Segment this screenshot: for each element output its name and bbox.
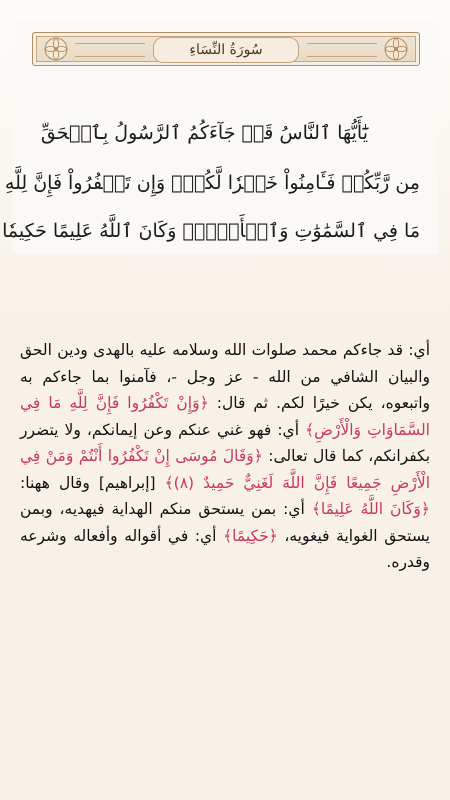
tafsir-text — [20, 337, 430, 576]
tafsir-segment: أي: فهو غني عنكم وعن إيمانكم، ولا يتضرر بكفرانكم، كما قال تعالى: — [20, 420, 431, 465]
verse-line-text: مَا فِي ٱلسَّمَٰوَٰتِ وَٱلۡأَرۡضِۚ وَكَانَ ٱللَّهُ عَلِيمًا حَكِيمٗا — [2, 220, 420, 242]
tafsir-segment: أي: في أقواله وأفعاله وشرعه وقدره. — [20, 526, 430, 571]
quran-quote: ﴿وَكَانَ اللَّهُ عَلِيمًا﴾ — [311, 500, 431, 518]
surah-title-banner — [32, 32, 420, 66]
tafsir-segment: أي: بمن يستحق منكم الهداية فيهديه، وبمن يستحق الغواية فيغويه، — [20, 500, 430, 545]
verse-line — [2, 220, 420, 244]
tafsir-segment: [إبراهيم] وقال ههنا: — [20, 473, 165, 492]
rosette-ornament-icon — [43, 36, 69, 62]
surah-title: سُورَةُ النِّسَاءِ — [189, 42, 263, 58]
quran-quote: ﴿حَكِيمًا﴾ — [223, 526, 278, 545]
verse-line: مِن رَّبِّكُمۡ فَـَٔامِنُواْ خَيۡرٗا لَّكُمۡۚ وَإِن تَكۡفُرُواْ فَإِنَّ لِلَّهِ — [4, 172, 420, 194]
banner-ornament — [307, 43, 377, 57]
surah-title-cartouche — [153, 37, 299, 63]
tafsir-segment: أي: قد جاءكم محمد صلوات الله وسلامه عليه بالهدى ودين الحق والبيان الشافي من الله - عز وجل -، فآمنوا بما جاءكم به واتبعوه، يكن خيرًا لكم. ثم قال: — [20, 341, 431, 412]
verse-line: يَٰٓأَيُّهَا ٱلنَّاسُ قَدۡ جَآءَكُمُ ٱلرَّسُولُ بِٱلۡحَقِّ — [40, 122, 368, 144]
quran-quote: ﴿وَقَالَ مُوسَى إِنْ تَكْفُرُوا أَنْتُمْ وَمَنْ فِي الْأَرْضِ جَمِيعًا فَإِنَّ اللَّهَ لَغَنِيٌّ حَمِيدٌ (٨)﴾ — [20, 447, 430, 492]
rosette-ornament-icon — [383, 36, 409, 62]
quran-quote: ﴿وَإِنْ تَكْفُرُوا فَإِنَّ لِلَّهِ مَا فِي السَّمَاوَاتِ وَالْأَرْضِ﴾ — [20, 394, 430, 439]
banner-ornament — [75, 43, 145, 57]
mushaf-page — [2, 20, 438, 254]
